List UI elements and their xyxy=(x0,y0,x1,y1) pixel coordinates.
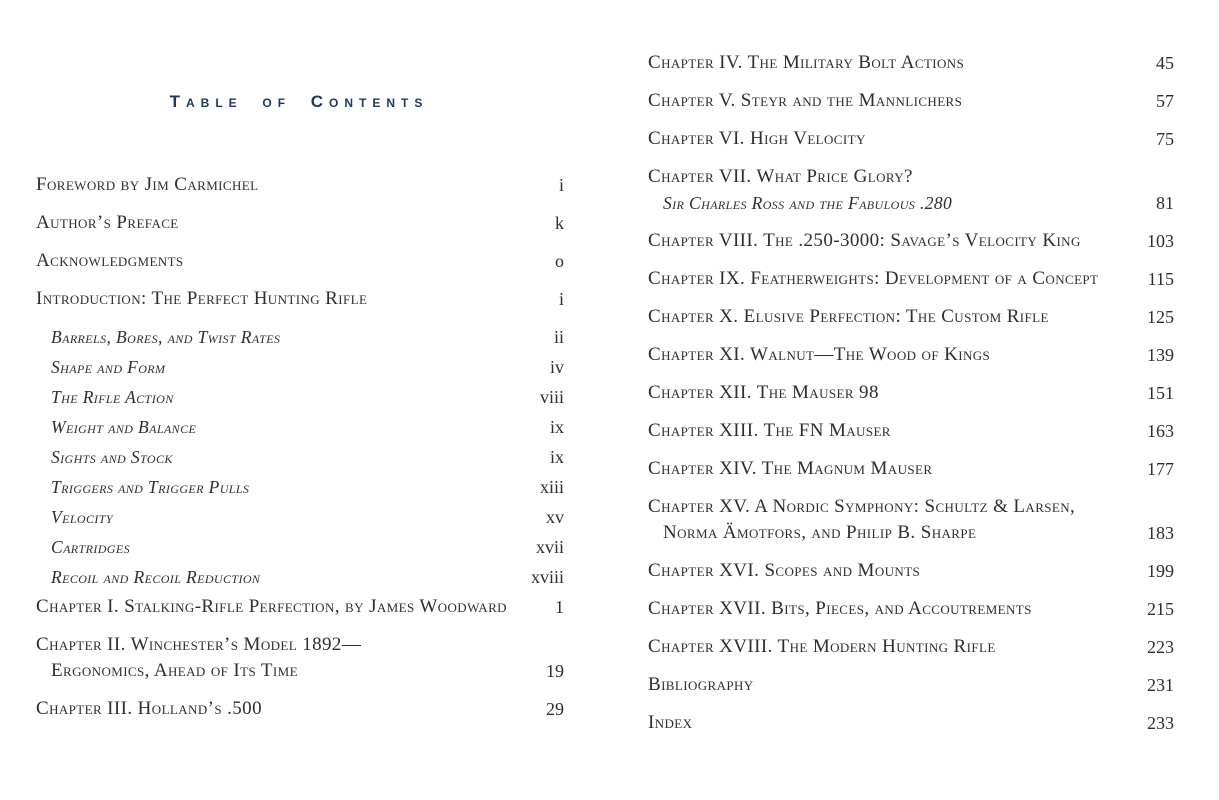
toc-entry-line: Chapter XI. Walnut—The Wood of Kings xyxy=(648,344,991,365)
toc-entry-label xyxy=(648,50,1144,76)
toc-entry xyxy=(36,354,564,380)
toc-entry-page: ix xyxy=(549,417,564,437)
toc-entry-page: ii xyxy=(553,327,564,347)
toc-entry-page: 81 xyxy=(1156,193,1174,213)
toc-entry xyxy=(648,494,1174,546)
toc-entry-label xyxy=(648,494,1135,546)
toc-entry-page: 19 xyxy=(546,661,564,681)
toc-entry-page: o xyxy=(555,251,564,271)
toc-entry-line: Ergonomics, Ahead of Its Time xyxy=(51,660,298,681)
toc-entry-page: 103 xyxy=(1147,231,1174,251)
toc-entry-page: xv xyxy=(546,507,564,527)
toc-entry-page: xiii xyxy=(539,477,564,497)
toc-entry xyxy=(36,384,564,410)
toc-entry-page: 1 xyxy=(555,597,564,617)
toc-entry xyxy=(648,558,1174,584)
toc-entry-line: Chapter III. Holland’s .500 xyxy=(36,698,262,719)
toc-entry-page: 75 xyxy=(1156,129,1174,149)
toc-entry-line: Index xyxy=(648,712,693,733)
toc-entry xyxy=(648,596,1174,622)
toc-entry-label xyxy=(36,444,538,470)
toc-entry-line: Bibliography xyxy=(648,674,754,695)
toc-entry-label xyxy=(648,418,1135,444)
toc-entry-line: Chapter XVIII. The Modern Hunting Rifle xyxy=(648,636,996,657)
toc-entry-label xyxy=(36,594,543,620)
toc-entry-page: viii xyxy=(539,387,564,407)
toc-entry-line: Velocity xyxy=(51,507,113,527)
toc-entry xyxy=(648,266,1174,292)
toc-entry-line: Chapter VII. What Price Glory? xyxy=(648,166,913,187)
toc-entry-page: 163 xyxy=(1147,421,1174,441)
toc-entry-line: Chapter XIII. The FN Mauser xyxy=(648,420,891,441)
toc-entry-label xyxy=(648,228,1135,254)
toc-entry-line: Chapter VIII. The .250-3000: Savage’s Velocity King xyxy=(648,230,1081,251)
toc-entry-page: 199 xyxy=(1147,561,1174,581)
toc-entry-label xyxy=(36,632,534,684)
toc-entry-page: k xyxy=(555,213,564,233)
toc-entry xyxy=(648,164,1174,216)
toc-right-column xyxy=(648,50,1174,748)
toc-entry-label xyxy=(648,126,1144,152)
toc-entry-label xyxy=(36,384,528,410)
toc-entry xyxy=(648,126,1174,152)
toc-entry-line: Chapter II. Winchester’s Model 1892— xyxy=(36,634,362,655)
toc-entry-page: xviii xyxy=(530,567,564,587)
toc-entry-line: Shape and Form xyxy=(51,357,166,377)
toc-entry-line: Chapter X. Elusive Perfection: The Custom Rifle xyxy=(648,306,1049,327)
toc-entry xyxy=(36,172,564,198)
toc-entry-line: Author’s Preface xyxy=(36,212,179,233)
toc-entry-line: Chapter XIV. The Magnum Mauser xyxy=(648,458,933,479)
toc-entry-line: Chapter IX. Featherweights: Development of a Concept xyxy=(648,268,1099,289)
toc-entry xyxy=(648,672,1174,698)
toc-entry-label xyxy=(36,210,543,236)
toc-entry xyxy=(648,304,1174,330)
toc-entry-line: Chapter VI. High Velocity xyxy=(648,128,866,149)
toc-entry xyxy=(648,380,1174,406)
toc-entry-page: 223 xyxy=(1147,637,1174,657)
toc-entry-label xyxy=(36,696,534,722)
toc-entry xyxy=(36,564,564,590)
toc-entry-label xyxy=(36,474,528,500)
toc-entry-label xyxy=(36,286,547,312)
toc-entry-page: 215 xyxy=(1147,599,1174,619)
toc-entry-page: i xyxy=(558,175,564,195)
toc-entry-label xyxy=(36,354,538,380)
toc-entry-label xyxy=(648,596,1135,622)
toc-entry-line: Sir Charles Ross and the Fabulous .280 xyxy=(663,193,953,213)
toc-entry-page: 151 xyxy=(1147,383,1174,403)
toc-entry-label xyxy=(36,564,519,590)
toc-entry-line: Chapter XII. The Mauser 98 xyxy=(648,382,879,403)
toc-entry-line: Chapter IV. The Military Bolt Actions xyxy=(648,52,965,73)
toc-entry-page: 139 xyxy=(1147,345,1174,365)
toc-entry-label xyxy=(648,88,1144,114)
toc-entry-page: i xyxy=(558,289,564,309)
toc-entry xyxy=(36,286,564,312)
toc-entry xyxy=(648,710,1174,736)
toc-entry-line: Chapter I. Stalking-Rifle Perfection, by James Woodward xyxy=(36,596,507,617)
toc-entry-page: 183 xyxy=(1147,523,1174,543)
toc-entry-label xyxy=(36,504,534,530)
toc-entry xyxy=(648,88,1174,114)
toc-left-column xyxy=(36,172,564,734)
toc-entry xyxy=(648,634,1174,660)
toc-entry-line: Barrels, Bores, and Twist Rates xyxy=(51,327,281,347)
toc-entry xyxy=(36,474,564,500)
toc-entry xyxy=(36,444,564,470)
toc-entry-label xyxy=(648,380,1135,406)
toc-entry xyxy=(36,248,564,274)
toc-entry-page: ix xyxy=(549,447,564,467)
toc-entry-line: Triggers and Trigger Pulls xyxy=(51,477,250,497)
toc-entry xyxy=(36,414,564,440)
toc-entry-label xyxy=(648,342,1135,368)
toc-entry-label xyxy=(36,324,542,350)
toc-entry xyxy=(648,456,1174,482)
toc-entry-page: iv xyxy=(549,357,564,377)
toc-entry-label xyxy=(648,634,1135,660)
toc-entry-line: Chapter V. Steyr and the Mannlichers xyxy=(648,90,963,111)
toc-entry-page: 115 xyxy=(1147,269,1174,289)
toc-entry xyxy=(36,632,564,684)
toc-entry-line: Norma Ämotfors, and Philip B. Sharpe xyxy=(663,522,977,543)
toc-entry-page: 45 xyxy=(1156,53,1174,73)
toc-entry xyxy=(648,50,1174,76)
toc-entry xyxy=(648,228,1174,254)
toc-entry xyxy=(36,210,564,236)
toc-entry-line: Cartridges xyxy=(51,537,130,557)
toc-entry-line: Weight and Balance xyxy=(51,417,197,437)
toc-entry-page: 125 xyxy=(1147,307,1174,327)
toc-entry-page: 233 xyxy=(1147,713,1174,733)
toc-entry-line: Recoil and Recoil Reduction xyxy=(51,567,261,587)
toc-entry-line: The Rifle Action xyxy=(51,387,174,407)
toc-entry xyxy=(36,534,564,560)
toc-entry-page: 57 xyxy=(1156,91,1174,111)
toc-entry-line: Sights and Stock xyxy=(51,447,173,467)
toc-entry xyxy=(36,324,564,350)
toc-entry-page: xvii xyxy=(535,537,564,557)
toc-entry-line: Introduction: The Perfect Hunting Rifle xyxy=(36,288,368,309)
toc-entry-label xyxy=(36,172,547,198)
toc-entry-page: 231 xyxy=(1147,675,1174,695)
toc-entry-label xyxy=(648,710,1135,736)
toc-entry xyxy=(36,594,564,620)
toc-entry-line: Chapter XVI. Scopes and Mounts xyxy=(648,560,921,581)
toc-entry-line: Acknowledgments xyxy=(36,250,184,271)
toc-entry xyxy=(36,696,564,722)
toc-entry-label xyxy=(36,248,543,274)
toc-entry-page: 29 xyxy=(546,699,564,719)
toc-entry-label xyxy=(36,534,524,560)
toc-entry-line: Foreword by Jim Carmichel xyxy=(36,174,259,195)
toc-entry-label xyxy=(648,266,1136,292)
toc-entry xyxy=(648,418,1174,444)
toc-entry xyxy=(648,342,1174,368)
page-title: Table of Contents xyxy=(169,92,429,111)
toc-entry-page: 177 xyxy=(1147,459,1174,479)
toc-entry-line: Chapter XV. A Nordic Symphony: Schultz & Larsen, xyxy=(648,496,1076,517)
toc-entry-label xyxy=(648,456,1135,482)
toc-entry-line: Chapter XVII. Bits, Pieces, and Accoutrements xyxy=(648,598,1032,619)
toc-entry-label xyxy=(36,414,538,440)
toc-entry xyxy=(36,504,564,530)
toc-entry-label xyxy=(648,558,1135,584)
toc-entry-label xyxy=(648,304,1135,330)
toc-entry-label xyxy=(648,672,1135,698)
toc-entry-label xyxy=(648,164,1144,216)
